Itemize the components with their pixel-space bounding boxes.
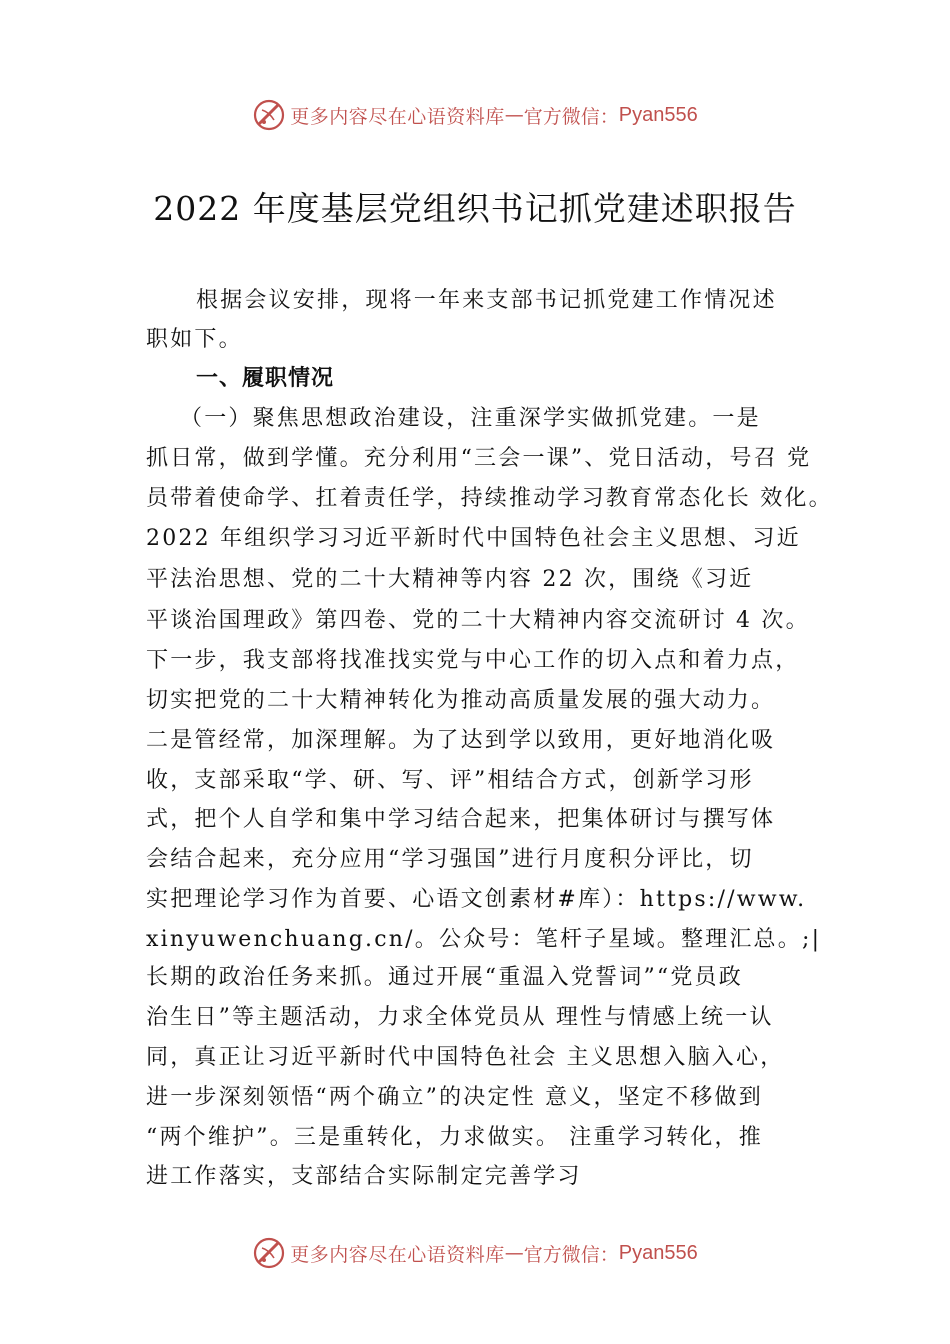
body-line: 进一步深刻领悟“两个确立”的决定性 意义，坚定不移做到	[146, 1085, 763, 1110]
banner-text: 更多内容尽在心语资料库	[290, 1243, 505, 1266]
body-line: 会结合起来，充分应用“学习强国”进行月度积分评比，切	[146, 847, 754, 872]
body-line: 2022 年组织学习习近平新时代中国特色社会主义思想、习近	[146, 526, 801, 551]
banner-wechat-label: 官方微信：	[523, 105, 619, 128]
body-line: 实把理论学习作为首要、心语文创素材#库）：https://www.	[146, 887, 807, 912]
body-line: 平谈治国理政》第四卷、党的二十大精神内容交流研讨 4 次。	[146, 608, 810, 633]
banner-wechat-id: Pyan556	[618, 1241, 698, 1264]
body-line: 下一步，我支部将找准找实党与中心工作的切入点和着力点，	[146, 648, 800, 673]
body-line: 治生日”等主题活动，力求全体党员从 理性与情感上统一认	[146, 1005, 774, 1030]
pen-logo-icon	[252, 1236, 286, 1270]
body-line: “两个维护”。三是重转化，力求做实。 注重学习转化，推	[146, 1125, 763, 1150]
body-line: （一）聚焦思想政治建设，注重深学实做抓党建。一是	[180, 406, 761, 431]
body-line: 收，支部采取“学、研、写、评”相结合方式，创新学习形	[146, 768, 754, 793]
body-line: 长期的政治任务来抓。通过开展“重温入党誓词”“党员政	[146, 965, 743, 990]
body-line: 同，真正让习近平新时代中国特色社会 主义思想入脑入心，	[146, 1045, 785, 1070]
body-line: 二是管经常，加深理解。为了达到学以致用，更好地消化吸	[146, 728, 776, 753]
body-line: 根据会议安排，现将一年来支部书记抓党建工作情况述	[196, 288, 777, 313]
banner-text: 更多内容尽在心语资料库	[290, 105, 505, 128]
banner-dash: —	[504, 104, 524, 126]
footer-watermark-banner	[0, 1233, 950, 1273]
banner-dash: —	[504, 1242, 524, 1264]
body-line: 进工作落实，支部结合实际制定完善学习	[146, 1164, 582, 1189]
body-line: 式，把个人自学和集中学习结合起来，把集体研讨与撰写体	[146, 807, 776, 832]
body-line: 职如下。	[146, 327, 243, 352]
document-title: 2022 年度基层党组织书记抓党建述职报告	[153, 189, 797, 228]
pen-logo-icon	[252, 98, 286, 132]
body-line: 平法治思想、党的二十大精神等内容 22 次，围绕《习近	[146, 567, 754, 592]
body-line: xinyuwenchuang.cn/。公众号：笔杆子星域。整理汇总。;|	[146, 927, 822, 952]
body-line: 员带着使命学、扛着责任学，持续推动学习教育常态化长 效化。	[146, 486, 833, 511]
banner-wechat-id: Pyan556	[618, 103, 698, 126]
header-watermark-banner	[0, 95, 950, 135]
body-line: 抓日常，做到学懂。充分利用“三会一课”、党日活动，号召 党	[146, 446, 812, 471]
section-heading: 一、履职情况	[196, 366, 335, 391]
body-line: 切实把党的二十大精神转化为推动高质量发展的强大动力。	[146, 688, 776, 713]
banner-wechat-label: 官方微信：	[523, 1243, 619, 1266]
